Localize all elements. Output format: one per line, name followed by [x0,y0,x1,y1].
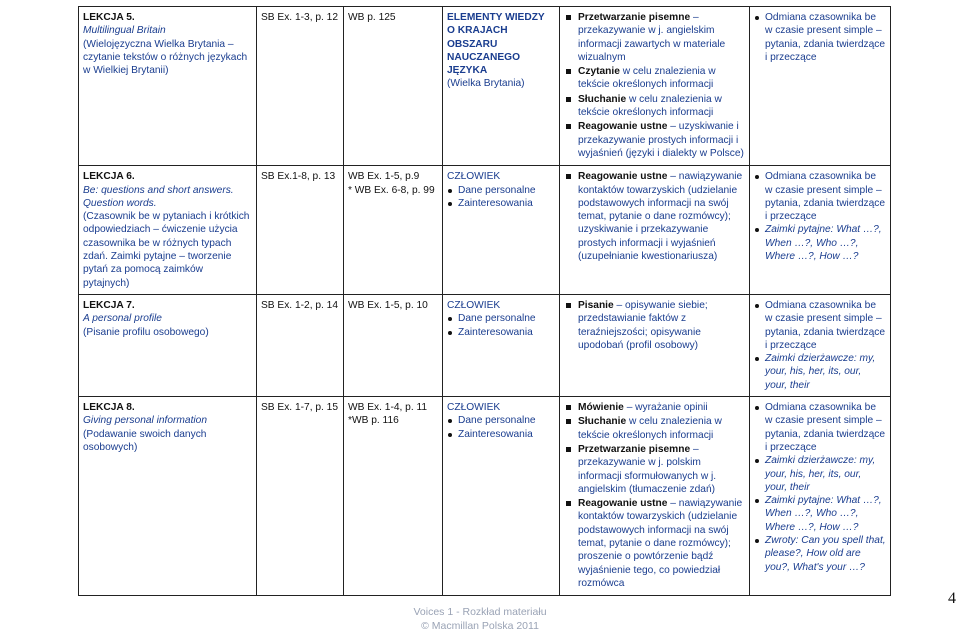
grammar-item: Zaimki dzierżawcze: my, your, his, her, its, our, your, their [754,454,886,494]
skill-item [564,415,745,442]
skills-cell [560,166,750,295]
grammar-list [754,11,886,64]
lesson-description: (Wielojęzyczna Wielka Brytania – czytanie tekstów o różnych językach w Wielkiej Brytanii) [83,38,248,77]
area-list [447,312,555,339]
skill-name: Mówienie [578,402,624,414]
area-title: ELEMENTY WIEDZY O KRAJACH OBSZARU NAUCZANEGO JĘZYKA [447,12,545,77]
skill-item [564,170,745,263]
wb-reference: WB Ex. 1-5, p.9 * WB Ex. 6-8, p. 99 [348,171,435,196]
skill-item [564,120,745,160]
grammar-item: Zwroty: Can you spell that, please?, How old are you?, What's your …? [754,534,886,574]
skills-list [564,170,745,263]
area-cell [443,294,560,396]
table-row [79,7,891,166]
skill-item [564,497,745,590]
skill-item [564,299,745,352]
sb-reference: SB Ex. 1-7, p. 15 [261,402,339,414]
lesson-description: (Pisanie profilu osobowego) [83,326,209,338]
lesson-title: Multilingual Britain [83,25,166,37]
area-cell [443,397,560,596]
grammar-item: Odmiana czasownika be w czasie present simple – pytania, zdania twierdzące i przeczące [754,11,886,64]
wb-cell [344,397,443,596]
skill-name: Słuchanie [578,93,627,105]
lesson-cell [79,294,257,396]
table-row [79,397,891,596]
lesson-cell [79,7,257,166]
grammar-cell [750,166,891,295]
footer-copyright: © Macmillan Polska 2011 [421,620,539,632]
grammar-list [754,170,886,263]
skills-list [564,299,745,352]
sb-cell [257,166,344,295]
grammar-cell [750,7,891,166]
skill-item [564,443,745,496]
skill-desc: – uzyskiwanie i przekazywanie prostych informacji i wyjaśnień (języki i dialekty w Polsce) [578,121,744,159]
skill-desc: – przekazywanie w j. polskim informacji sformułowanych w j. angielskim (tłumaczenie zdań) [578,443,717,495]
lesson-description: (Podawanie swoich danych osobowych) [83,428,207,453]
area-cell [443,7,560,166]
lesson-number: LEKCJA 7. [83,299,135,311]
area-title: CZŁOWIEK [447,171,501,183]
grammar-item: Odmiana czasownika be w czasie present simple – pytania, zdania twierdzące i przeczące [754,401,886,454]
area-item: (Wielka Brytania) [447,78,525,90]
skill-desc: – opisywanie siebie; przedstawianie faktów z teraźniejszości; opisywanie upodobań (profil osobowy) [578,299,708,351]
sb-cell [257,397,344,596]
area-title: CZŁOWIEK [447,299,501,311]
sb-cell [257,294,344,396]
skill-desc: – wyrażanie opinii [623,402,708,414]
skill-name: Czytanie [578,66,620,78]
skill-desc: – nawiązywanie kontaktów towarzyskich (udzielanie podstawowych informacji na swój temat, pytanie o dane rozmówcy); proszenie o powtórzenie bądź wyjaśnienie tego, co powiedział rozmówca [578,498,743,589]
grammar-cell [750,397,891,596]
wb-reference: WB Ex. 1-4, p. 11 *WB p. 116 [348,402,428,427]
area-item: Dane personalne [447,414,555,427]
area-item: Zainteresowania [447,197,555,210]
skill-name: Reagowanie ustne [578,171,668,183]
skills-cell [560,294,750,396]
area-list [447,184,555,211]
sb-cell [257,7,344,166]
area-list [447,414,555,441]
skills-list [564,11,745,160]
area-item: Dane personalne [447,312,555,325]
skills-cell [560,7,750,166]
wb-cell [344,166,443,295]
sb-reference: SB Ex.1-8, p. 13 [261,171,336,183]
skill-desc: – przekazywanie w j. angielskim informacji zawartych w materiale wizualnym [578,12,726,63]
area-item: Zainteresowania [447,326,555,339]
wb-cell [344,294,443,396]
skill-name: Pisanie [578,299,614,311]
lesson-number: LEKCJA 5. [83,12,135,23]
sb-reference: SB Ex. 1-3, p. 12 [261,12,339,23]
lesson-number: LEKCJA 6. [83,171,135,183]
skill-desc: – nawiązywanie kontaktów towarzyskich (udzielanie podstawowych informacji na swój temat, pytanie o dane rozmówcy); uzyskiwanie i przekazywanie prostych informacji i wyjaśnień (uzupełnianie kwestionariusza) [578,171,743,263]
skill-name: Reagowanie ustne [578,121,668,133]
skill-name: Reagowanie ustne [578,498,668,510]
skill-item [564,93,745,120]
skill-desc: w celu znalezienia w tekście określonych informacji [578,416,722,441]
skills-cell [560,397,750,596]
table-row [79,166,891,295]
area-item: Dane personalne [447,184,555,197]
lesson-title: Giving personal information [83,415,208,427]
grammar-item: Odmiana czasownika be w czasie present simple – pytania, zdania twierdzące i przeczące [754,170,886,223]
skill-item [564,65,745,92]
wb-reference: WB p. 125 [348,12,396,23]
area-item: Zainteresowania [447,428,555,441]
lesson-number: LEKCJA 8. [83,402,135,414]
wb-reference: WB Ex. 1-5, p. 10 [348,299,428,311]
grammar-list [754,299,886,392]
syllabus-table [78,6,891,596]
wb-cell [344,7,443,166]
lesson-cell [79,166,257,295]
skill-name: Słuchanie [578,416,627,428]
grammar-item: Zaimki pytajne: What …?, When …?, Who …?, Where …?, How …? [754,223,886,263]
skills-list [564,401,745,590]
grammar-item: Zaimki dzierżawcze: my, your, his, her, its, our, your, their [754,352,886,392]
skill-name: Przetwarzanie pisemne [578,443,691,455]
sb-reference: SB Ex. 1-2, p. 14 [261,299,339,311]
area-cell [443,166,560,295]
footer-title: Voices 1 - Rozkład materiału [413,606,547,618]
area-title: CZŁOWIEK [447,402,501,414]
skill-item [564,11,745,64]
table-row [79,294,891,396]
skill-desc: w celu znalezienia w tekście określonych informacji [578,93,722,119]
grammar-cell [750,294,891,396]
lesson-description: (Czasownik be w pytaniach i krótkich odpowiedziach – ćwiczenie użycia czasownika be w różnych typach zdań. Zaimki pytajne – tworzenie pytań za pomocą zaimków pytajnych) [83,211,250,289]
lesson-title: A personal profile [83,313,162,325]
lesson-title: Be: questions and short answers. Question words. [83,184,234,209]
skill-desc: w celu znalezienia w tekście określonych informacji [578,66,716,91]
skill-name: Przetwarzanie pisemne [578,12,691,23]
page-number: 4 [948,590,956,607]
lesson-cell [79,397,257,596]
grammar-list [754,401,886,574]
grammar-item: Odmiana czasownika be w czasie present simple – pytania, zdania twierdzące i przeczące [754,299,886,352]
grammar-item: Zaimki pytajne: What …?, When …?, Who …?, Where …?, How …? [754,494,886,534]
skill-item [564,401,745,414]
